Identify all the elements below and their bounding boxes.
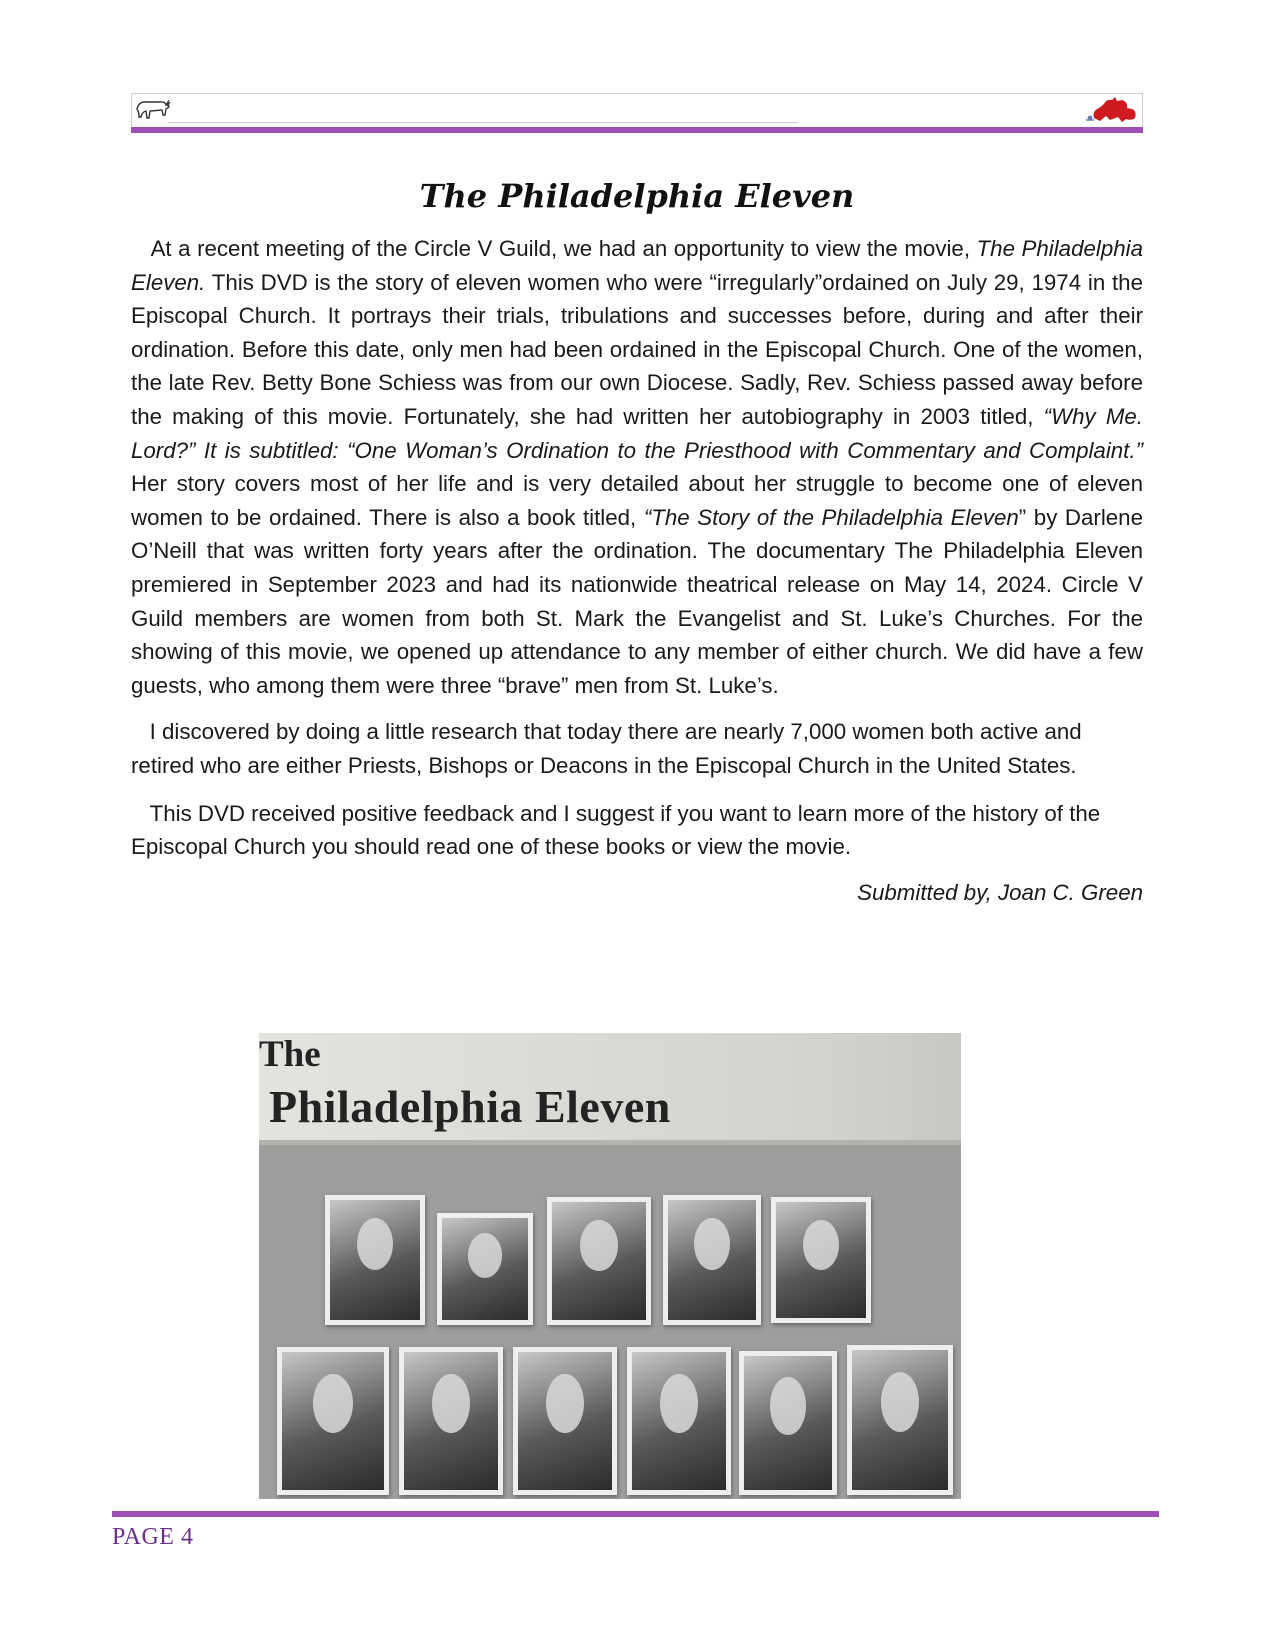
p1-movie-title: The Philadelphia Eleven. — [131, 236, 1143, 295]
portrait-photo — [437, 1213, 533, 1325]
p1-text-g: ” by Darlene O’Neill that was written forty years after the ordination. The documentary The Philadelphia Eleven premiered in September 2023 and had its nationwide theatrical release on May 14, 2024. Circle V Guild members are women from both St. Mark the Evangelist and St. Luke’s Churches. For the showing of this movie, we opened up attendance to any member of either church. We did have a few guests, who among them were three “brave” men from St. Luke’s. — [131, 504, 1143, 698]
poster-title: Philadelphia Eleven — [269, 1081, 671, 1132]
portrait-photo — [663, 1195, 761, 1325]
p1-book-title: “Why Me. Lord?” It is subtitled: “One Woman’s Ordination to the Priesthood with Commentary and Complaint.” — [131, 403, 1143, 463]
p1-text-e: Her story covers most of her life and is very detailed about her struggle to become one of eleven women to be ordained. There is also a book titled, — [131, 471, 1143, 530]
page-header — [131, 93, 1143, 127]
p1-book-title-2: “The Story of the Philadelphia Eleven — [643, 504, 1019, 530]
portrait-photo — [847, 1345, 953, 1495]
bull-icon — [133, 95, 171, 125]
p2-text: I discovered by doing a little research that today there are nearly 7,000 women both active and retired who are either Priests, Bishops or Deacons in the Episcopal Church in the United States. — [131, 719, 1082, 778]
article-body — [131, 232, 1143, 909]
lion-icon — [1082, 94, 1140, 126]
p1-text-c: This DVD is the story of eleven women who were “irregularly”ordained on July 29, 1974 in the Episcopal Church. It portrays their trials, tribulations and successes before, during and after their ordination. Before this date, only men had been ordained in the Episcopal Church. One of the women, the late Rev. Betty Bone Schiess was from our own Diocese. Sadly, Rev. Schiess passed away before the making of this movie. Fortunately, she had written her autobiography in 2003 titled, — [131, 269, 1143, 429]
footer-rule — [112, 1511, 1159, 1517]
header-rule — [131, 127, 1143, 133]
p1-text-a: At a recent meeting of the Circle V Guild, we had an opportunity to view the movie, — [150, 236, 977, 261]
portrait-photo — [325, 1195, 425, 1325]
paragraph-2 — [131, 715, 1143, 782]
movie-poster-photo — [259, 1033, 961, 1499]
portrait-photo — [277, 1347, 389, 1495]
header-inner-line — [168, 122, 798, 123]
portrait-photo — [739, 1351, 837, 1495]
portrait-photo — [513, 1347, 617, 1495]
poster-title-the: The — [259, 1034, 321, 1075]
signature: Submitted by, Joan C. Green — [857, 879, 1143, 905]
portrait-photo — [771, 1197, 871, 1323]
page-title: The Philadelphia Eleven — [419, 177, 855, 215]
portrait-photo — [547, 1197, 651, 1325]
p3-text: This DVD received positive feedback and I suggest if you want to learn more of the history of the Episcopal Church you should read one of these books or view the movie. — [131, 800, 1101, 860]
paragraph-3 — [131, 797, 1143, 864]
portrait-photo — [627, 1347, 731, 1495]
portrait-photo — [399, 1347, 503, 1495]
paragraph-1 — [131, 232, 1143, 702]
page-number: PAGE 4 — [112, 1524, 194, 1550]
